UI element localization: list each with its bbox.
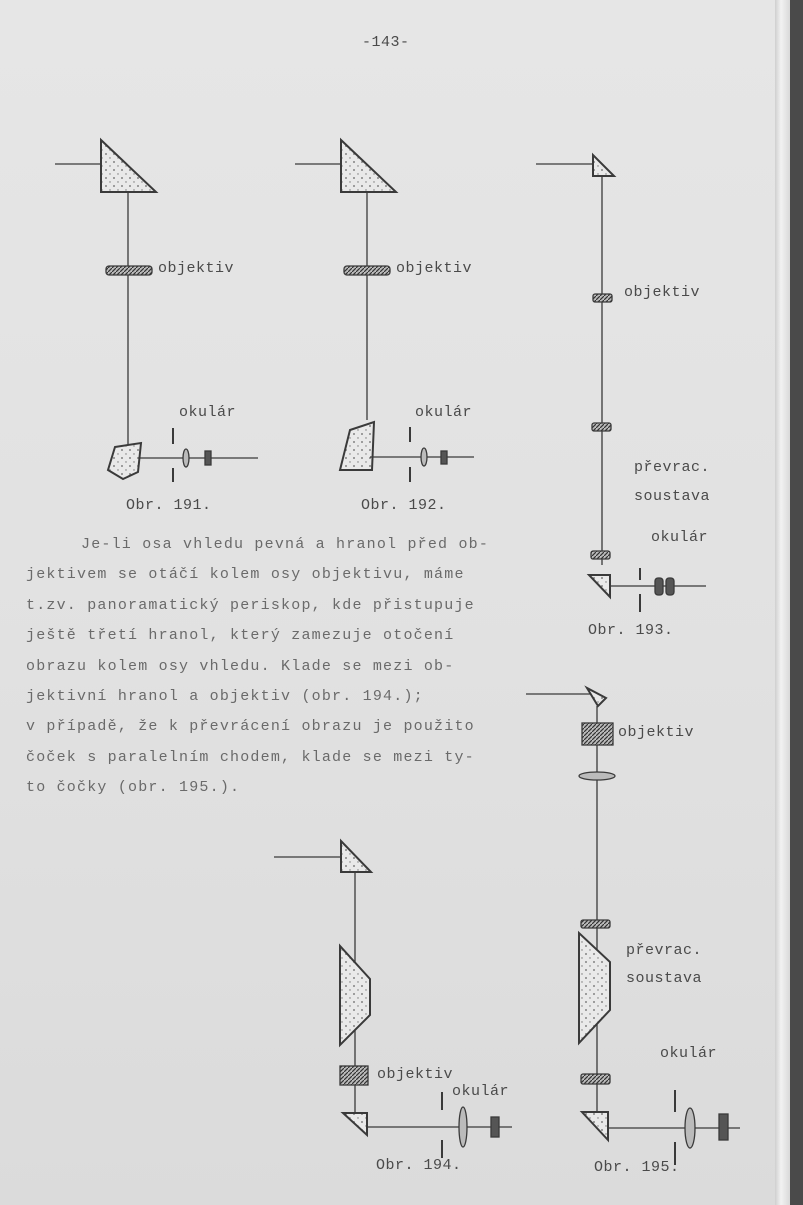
fig195-inverter-label-2: soustava [626, 970, 703, 987]
fig192-objective-label: objektiv [396, 260, 473, 277]
paragraph-line: ještě třetí hranol, který zamezuje otočení [26, 627, 455, 645]
figure-192 [295, 140, 474, 482]
eyepiece-lens [666, 578, 674, 595]
paragraph-line: v případě, že k převrácení obrazu je použito [26, 718, 475, 736]
fig194-eyepiece-label: okulár [452, 1083, 510, 1100]
entrance-prism [341, 841, 371, 872]
fig192-caption: Obr. 192. [361, 497, 447, 514]
relay-lens [579, 772, 615, 780]
eyepiece-lens [655, 578, 663, 595]
eyepiece-prism [582, 1112, 608, 1140]
figure-195 [526, 688, 740, 1165]
fig191-caption: Obr. 191. [126, 497, 212, 514]
entrance-prism [593, 155, 614, 176]
fig191-objective-label: objektiv [158, 260, 235, 277]
objective-lens [106, 266, 152, 275]
entrance-prism [341, 140, 396, 192]
paragraph-line: t.zv. panoramatický periskop, kde přistupuje [26, 596, 475, 614]
objective-lens [340, 1066, 368, 1085]
page-number: -143- [362, 34, 410, 51]
eyepiece-lens [183, 449, 189, 467]
eyepiece-lens [459, 1107, 467, 1147]
paragraph-line: to čočky (obr. 195.). [26, 779, 241, 797]
fig195-caption: Obr. 195. [594, 1159, 680, 1176]
objective-lens [593, 294, 612, 302]
eyepiece-prism [108, 443, 141, 479]
eyepiece-prism [343, 1113, 367, 1135]
figure-191 [55, 140, 258, 482]
fig195-eyepiece-label: okulár [660, 1045, 718, 1062]
eyepiece-lens [421, 448, 427, 466]
eyepiece-lens [685, 1108, 695, 1148]
eyepiece-lens [205, 451, 211, 465]
fig194-caption: Obr. 194. [376, 1157, 462, 1174]
fig194-objective-label: objektiv [377, 1066, 454, 1083]
eyepiece-lens [441, 451, 447, 464]
fig193-eyepiece-label: okulár [651, 529, 709, 546]
entrance-prism [587, 688, 606, 706]
fig195-objective-label: objektiv [618, 724, 695, 741]
relay-lens [581, 920, 610, 928]
eyepiece-lens [719, 1114, 728, 1140]
objective-lens [344, 266, 390, 275]
paragraph-line: čoček s paralelním chodem, klade se mezi ty- [26, 748, 475, 766]
eyepiece-lens [491, 1117, 499, 1137]
figure-194 [274, 841, 512, 1158]
body-paragraph [26, 536, 516, 810]
fig191-eyepiece-label: okulár [179, 404, 237, 421]
eyepiece-prism [340, 422, 374, 470]
inverter-lens [591, 551, 610, 559]
relay-lens [581, 1074, 610, 1084]
paragraph-line: obrazu kolem osy vhledu. Klade se mezi ob- [26, 657, 455, 675]
fig192-eyepiece-label: okulár [415, 404, 473, 421]
fig193-inverter-label-1: převrac. [634, 459, 711, 476]
fig193-caption: Obr. 193. [588, 622, 674, 639]
objective-lens [582, 723, 613, 745]
dove-prism [579, 933, 610, 1043]
paragraph-line: jektivní hranol a objektiv (obr. 194.); [26, 687, 424, 705]
fig193-inverter-label-2: soustava [634, 488, 711, 505]
entrance-prism [101, 140, 156, 192]
fig195-inverter-label-1: převrac. [626, 942, 703, 959]
inverter-lens [592, 423, 611, 431]
paragraph-line: jektivem se otáčí kolem osy objektivu, máme [26, 566, 465, 584]
paragraph-line: Je-li osa vhledu pevná a hranol před ob- [81, 536, 490, 553]
fig193-objective-label: objektiv [624, 284, 701, 301]
eyepiece-prism [589, 575, 610, 597]
